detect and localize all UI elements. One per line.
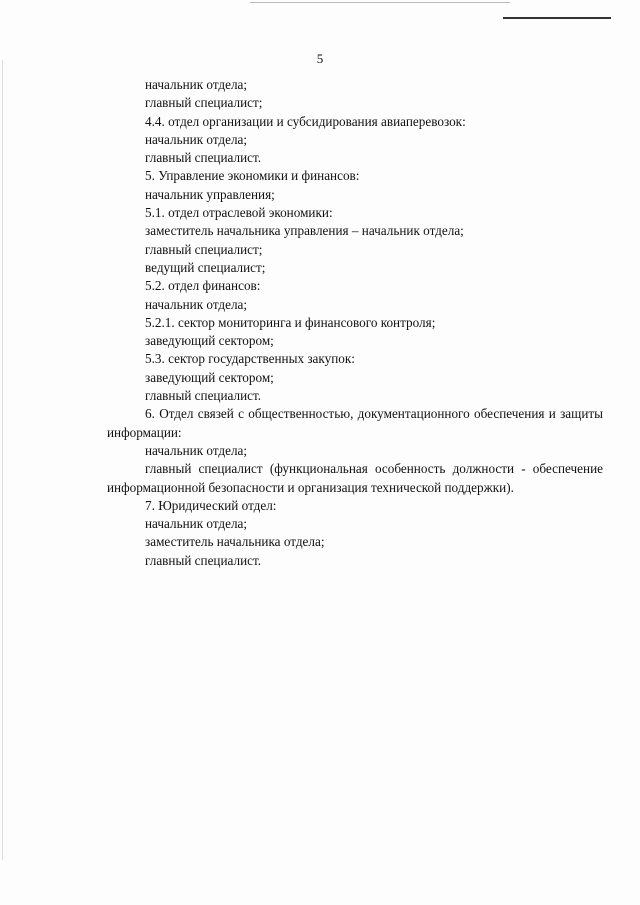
text-line: ведущий специалист; — [145, 259, 266, 275]
text-line: начальник управления; — [145, 186, 275, 202]
header-rule — [503, 17, 611, 19]
text-line: заведующий сектором; — [145, 369, 274, 385]
text-line: начальник отдела; — [145, 442, 248, 458]
text-line: главный специалист. — [145, 150, 262, 166]
text-line: начальник отдела; — [145, 296, 248, 312]
section-6-paragraph: главный специалист (функциональная особенность должности - обеспечение информационной безопасности и организация технической поддержки). — [107, 461, 603, 495]
text-line: заместитель начальника отдела; — [145, 534, 325, 550]
text-line: заместитель начальника управления – начальник отдела; — [145, 223, 464, 239]
section-heading: 5.3. сектор государственных закупок: — [145, 351, 355, 367]
text-line: начальник отдела; — [145, 516, 248, 532]
document-body — [107, 76, 603, 570]
scan-edge-left — [2, 60, 3, 860]
section-heading: 5. Управление экономики и финансов: — [145, 168, 360, 184]
section-7-heading: 7. Юридический отдел: — [145, 497, 277, 513]
section-6-heading: 6. Отдел связей с общественностью, документационного обеспечения и защиты информации: — [107, 406, 603, 440]
text-line: главный специалист. — [145, 388, 262, 404]
text-line: главный специалист; — [145, 95, 263, 111]
text-line: заведующий сектором; — [145, 333, 274, 349]
text-line: начальник отдела; — [145, 77, 248, 92]
text-line: главный специалист; — [145, 241, 263, 257]
text-line: начальник отдела; — [145, 131, 248, 147]
page-number: 5 — [316, 51, 324, 66]
section-heading: 5.2. отдел финансов: — [145, 278, 261, 294]
text-line: главный специалист. — [145, 552, 262, 568]
scan-edge-top — [250, 2, 510, 3]
section-heading: 4.4. отдел организации и субсидирования авиаперевозок: — [145, 113, 466, 129]
section-heading: 5.1. отдел отраслевой экономики: — [145, 205, 333, 221]
section-heading: 5.2.1. сектор мониторинга и финансового контроля; — [145, 314, 436, 330]
